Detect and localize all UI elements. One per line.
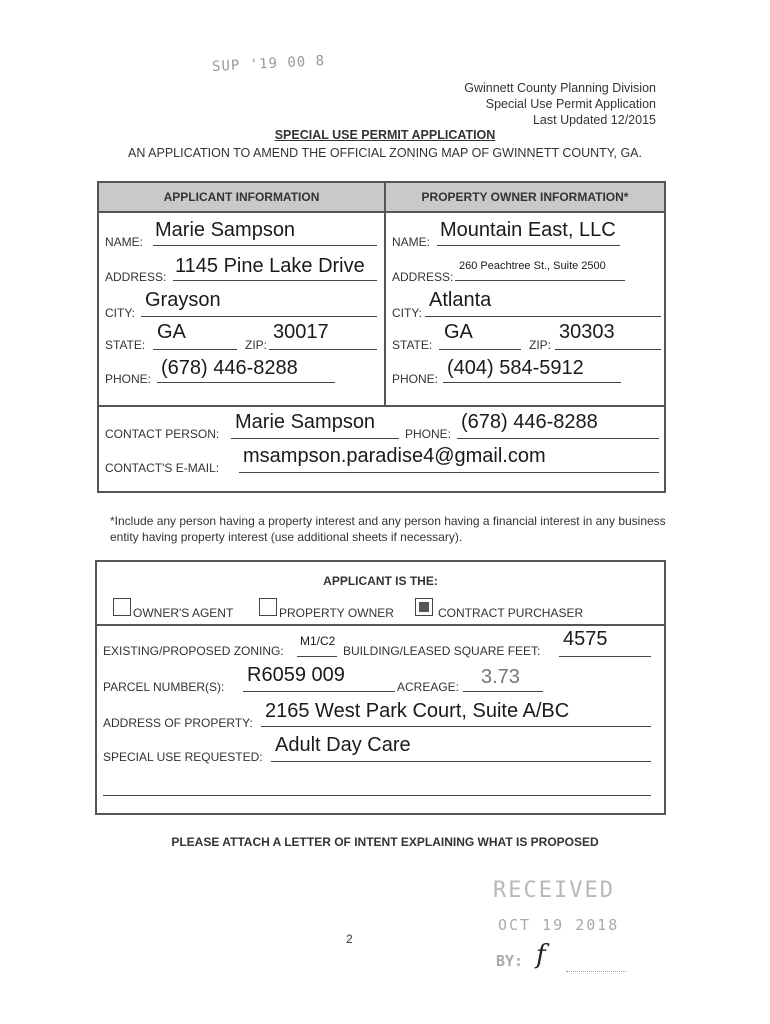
- owner-city-label: CITY:: [392, 306, 423, 320]
- applicant-phone-label: PHONE:: [105, 372, 152, 386]
- info-box: [97, 181, 666, 493]
- underline: [239, 472, 659, 473]
- attach-letter-note: PLEASE ATTACH A LETTER OF INTENT EXPLAINING WHAT IS PROPOSED: [171, 835, 599, 849]
- owner-name-field[interactable]: Mountain East, LLC: [440, 219, 616, 241]
- underline: [455, 280, 625, 281]
- underline: [269, 349, 377, 350]
- applicant-address-label: ADDRESS:: [105, 270, 167, 284]
- underline: [157, 382, 335, 383]
- property-owner-checkbox[interactable]: [259, 598, 277, 616]
- owner-phone-field[interactable]: (404) 584-5912: [447, 357, 584, 379]
- contact-person-label: CONTACT PERSON:: [105, 427, 220, 441]
- zoning-field[interactable]: M1/C2: [300, 634, 336, 648]
- applicant-zip-label: ZIP:: [245, 338, 268, 352]
- signature-line: [566, 970, 626, 972]
- contract-purchaser-label: CONTRACT PURCHASER: [438, 606, 584, 620]
- owner-state-field[interactable]: GA: [444, 321, 473, 343]
- received-date: OCT 19 2018: [498, 916, 620, 934]
- applicant-state-label: STATE:: [105, 338, 146, 352]
- column-divider: [384, 183, 386, 407]
- contract-purchaser-checkbox[interactable]: [415, 598, 433, 616]
- received-stamp: RECEIVED: [493, 878, 615, 903]
- applicant-name-field[interactable]: Marie Sampson: [155, 219, 296, 241]
- owner-address-field[interactable]: 260 Peachtree St., Suite 2500: [459, 260, 606, 272]
- applicant-state-field[interactable]: GA: [157, 321, 186, 343]
- underline: [463, 691, 543, 692]
- property-address-label: ADDRESS OF PROPERTY:: [103, 716, 253, 730]
- acreage-label: ACREAGE:: [397, 680, 460, 694]
- applicant-city-field[interactable]: Grayson: [145, 289, 221, 311]
- special-use-label: SPECIAL USE REQUESTED:: [103, 750, 263, 764]
- applicant-type-title: APPLICANT IS THE:: [323, 574, 438, 588]
- section-divider: [99, 405, 664, 407]
- parcel-field[interactable]: R6059 009: [247, 664, 345, 686]
- last-updated: Last Updated 12/2015: [532, 113, 656, 127]
- applicant-type-box: [95, 560, 666, 815]
- owner-heading: PROPERTY OWNER INFORMATION*: [386, 183, 664, 213]
- sqft-label: BUILDING/LEASED SQUARE FEET:: [343, 644, 541, 658]
- owners-agent-checkbox[interactable]: [113, 598, 131, 616]
- applicant-address-field[interactable]: 1145 Pine Lake Drive: [175, 255, 365, 277]
- applicant-phone-field[interactable]: (678) 446-8288: [161, 357, 298, 379]
- owners-agent-label: OWNER'S AGENT: [133, 606, 234, 620]
- property-owner-label: PROPERTY OWNER: [279, 606, 394, 620]
- acreage-field[interactable]: 3.73: [481, 666, 520, 688]
- special-use-field[interactable]: Adult Day Care: [275, 734, 411, 756]
- footnote: *Include any person having a property interest and any person having a financial interest in any business entity having property interest (use additional sheets if necessary).: [110, 514, 666, 544]
- underline: [457, 438, 659, 439]
- received-by-label: BY:: [496, 952, 524, 970]
- page-subtitle: AN APPLICATION TO AMEND THE OFFICIAL ZONING MAP OF GWINNETT COUNTY, GA.: [128, 146, 642, 160]
- form-name: Special Use Permit Application: [485, 97, 656, 111]
- page-title: SPECIAL USE PERMIT APPLICATION: [274, 128, 496, 142]
- contact-phone-field[interactable]: (678) 446-8288: [461, 411, 598, 433]
- document-header: [464, 80, 656, 128]
- underline: [439, 349, 521, 350]
- signature: f: [536, 940, 546, 970]
- filing-stamp: SUP '19 00 8: [211, 53, 326, 75]
- underline: [559, 656, 651, 657]
- applicant-zip-field[interactable]: 30017: [273, 321, 329, 343]
- underline: [271, 761, 651, 762]
- underline: [297, 656, 337, 657]
- owner-address-label: ADDRESS:: [392, 270, 454, 284]
- applicant-name-label: NAME:: [105, 235, 144, 249]
- underline: [555, 349, 661, 350]
- page-number: 2: [346, 932, 353, 946]
- owner-city-field[interactable]: Atlanta: [429, 289, 492, 311]
- owner-zip-label: ZIP:: [529, 338, 552, 352]
- underline: [437, 245, 620, 246]
- contact-email-field[interactable]: msampson.paradise4@gmail.com: [243, 445, 546, 467]
- underline: [173, 280, 377, 281]
- section-divider: [97, 624, 664, 626]
- zoning-label: EXISTING/PROPOSED ZONING:: [103, 644, 284, 658]
- underline: [153, 349, 237, 350]
- underline: [425, 316, 661, 317]
- blank-line: [103, 795, 651, 796]
- owner-phone-label: PHONE:: [392, 372, 439, 386]
- applicant-city-label: CITY:: [105, 306, 136, 320]
- applicant-heading: APPLICANT INFORMATION: [99, 183, 384, 213]
- owner-zip-field[interactable]: 30303: [559, 321, 615, 343]
- underline: [261, 726, 651, 727]
- org-name: Gwinnett County Planning Division: [464, 81, 656, 95]
- property-address-field[interactable]: 2165 West Park Court, Suite A/BC: [265, 700, 570, 722]
- underline: [243, 691, 395, 692]
- parcel-label: PARCEL NUMBER(S):: [103, 680, 225, 694]
- contact-person-field[interactable]: Marie Sampson: [235, 411, 376, 433]
- owner-name-label: NAME:: [392, 235, 431, 249]
- underline: [443, 382, 621, 383]
- sqft-field[interactable]: 4575: [563, 628, 608, 650]
- underline: [153, 245, 377, 246]
- contact-phone-label: PHONE:: [405, 427, 452, 441]
- owner-state-label: STATE:: [392, 338, 433, 352]
- underline: [231, 438, 399, 439]
- underline: [141, 316, 377, 317]
- contact-email-label: CONTACT'S E-MAIL:: [105, 461, 220, 475]
